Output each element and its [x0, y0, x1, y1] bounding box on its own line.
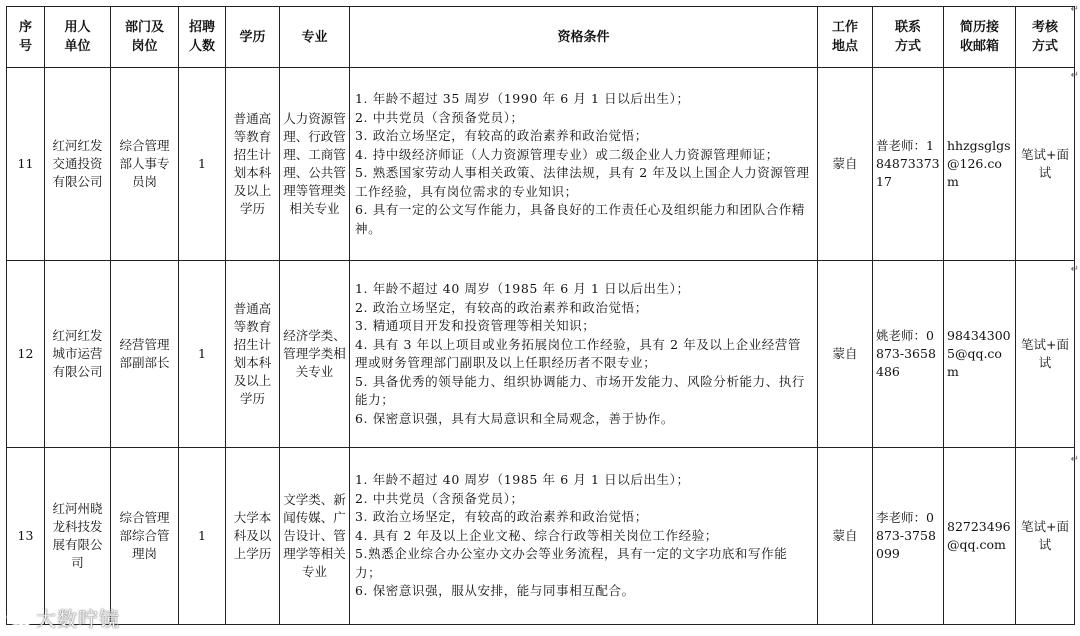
exam-cell: 笔试+面试 — [1016, 261, 1075, 448]
education-cell: 普通高等教育招生计划本科及以上学历 — [226, 68, 280, 261]
requirement-item: 3. 政治立场坚定，有较高的政治素养和政治觉悟； — [355, 509, 648, 525]
email-cell: 984343005@qq.com — [944, 261, 1016, 448]
requirement-item: 6. 具有一定的公文写作能力，具备良好的工作责任心及组织能力和团队合作精神。 — [355, 202, 806, 236]
edge-mark: ↵ — [1070, 454, 1079, 465]
header-education: 学历 — [226, 7, 280, 68]
header-email: 简历接 收邮箱 — [944, 7, 1016, 68]
email-cell: hhzgsglgs@126.com — [944, 68, 1016, 261]
requirement-item: 2. 政治立场坚定，有较高的政治素养和政治觉悟； — [355, 299, 648, 315]
seq-cell: 13 — [7, 448, 45, 625]
requirements-list — [353, 280, 814, 428]
wechat-logo-icon — [6, 608, 32, 628]
quota-cell: 1 — [179, 261, 226, 448]
header-dept: 部门及 岗位 — [111, 7, 179, 68]
edge-mark: ↵ — [1070, 264, 1079, 275]
seq-cell: 12 — [7, 261, 45, 448]
recruitment-table-sheet — [6, 6, 1074, 630]
requirement-item: 1. 年龄不超过 35 周岁（1990 年 6 月 1 日以后出生）； — [355, 91, 690, 106]
requirements-cell — [350, 448, 818, 625]
table-row — [7, 68, 1075, 261]
major-cell: 人力资源管理、行政管理、工商管理、公共管理等管理类相关专业 — [280, 68, 350, 261]
requirement-item: 4. 持中级经济师证（人力资源管理专业）或二级企业人力资源管理师证； — [355, 146, 779, 162]
header-employer: 用人 单位 — [45, 7, 111, 68]
location-cell: 蒙自 — [818, 68, 873, 261]
table-row — [7, 448, 1075, 625]
requirement-item: 5. 熟悉国家劳动人事相关政策、法律法规，具有 2 年及以上国企人力资源管理工作经验，具有岗位需求的专业知识； — [355, 165, 810, 199]
edge-mark: ↵ — [1070, 70, 1079, 81]
requirement-item: 3. 政治立场坚定，有较高的政治素养和政治觉悟； — [355, 128, 648, 143]
header-row — [7, 7, 1075, 68]
table-row — [7, 261, 1075, 448]
requirement-item: 6. 保密意识强，具有大局意识和全局观念，善于协作。 — [355, 410, 675, 426]
header-location: 工作 地点 — [818, 7, 873, 68]
requirements-cell — [350, 68, 818, 261]
requirements-list — [353, 471, 814, 601]
header-major: 专业 — [280, 7, 350, 68]
header-contact: 联系 方式 — [873, 7, 944, 68]
header-seq: 序 号 — [7, 7, 45, 68]
seq-cell: 11 — [7, 68, 45, 261]
dept-cell: 综合管理部综合管理岗 — [111, 448, 179, 625]
requirement-item: 5. 具备优秀的领导能力、组织协调能力、市场开发能力、风险分析能力、执行能力； — [355, 373, 806, 407]
contact-cell: 普老师：18487337317 — [873, 68, 944, 261]
email-cell: 82723496@qq.com — [944, 448, 1016, 625]
employer-cell: 红河州晓龙科技发展有限公司 — [45, 448, 111, 625]
requirement-item: 2. 中共党员（含预备党员）； — [355, 490, 524, 506]
dept-cell: 综合管理部人事专员岗 — [111, 68, 179, 261]
requirements-cell — [350, 261, 818, 448]
requirements-list — [353, 90, 814, 238]
exam-cell: 笔试+面试 — [1016, 68, 1075, 261]
requirement-item: 1. 年龄不超过 40 周岁（1985 年 6 月 1 日以后出生）； — [355, 281, 690, 296]
watermark-text: 大数咛镜 — [36, 607, 120, 631]
requirement-item: 2. 中共党员（含预备党员）； — [355, 109, 524, 125]
edge-mark: ↵ — [1070, 4, 1079, 15]
exam-cell: 笔试+面试 — [1016, 448, 1075, 625]
requirement-item: 6. 保密意识强，服从安排，能与同事相互配合。 — [355, 583, 635, 599]
quota-cell: 1 — [179, 448, 226, 625]
requirement-item: 1. 年龄不超过 40 周岁（1985 年 6 月 1 日以后出生）； — [355, 472, 690, 488]
location-cell: 蒙自 — [818, 448, 873, 625]
contact-cell: 李老师：0873-3758099 — [873, 448, 944, 625]
location-cell: 蒙自 — [818, 261, 873, 448]
quota-cell: 1 — [179, 68, 226, 261]
contact-cell: 姚老师：0873-3658486 — [873, 261, 944, 448]
requirement-item: 5.熟悉企业综合办公室办文办会等业务流程，具有一定的文字功底和写作能力； — [355, 546, 788, 580]
header-exam: 考核 方式 — [1016, 7, 1075, 68]
employer-cell: 红河红发交通投资有限公司 — [45, 68, 111, 261]
dept-cell: 经营管理部副部长 — [111, 261, 179, 448]
major-cell: 文学类、新闻传媒、广告设计、管理学等相关专业 — [280, 448, 350, 625]
requirement-item: 3. 精通项目开发和投资管理等相关知识； — [355, 318, 596, 333]
education-cell: 大学本科及以上学历 — [226, 448, 280, 625]
watermark — [6, 603, 120, 632]
requirement-item: 4. 具有 3 年以上项目或业务拓展岗位工作经验，具有 2 年及以上企业经营管理或财务管理部门副职及以上任职经历者不限专业； — [355, 336, 802, 370]
header-requirements: 资格条件 — [350, 7, 818, 68]
major-cell: 经济学类、管理学类相关专业 — [280, 261, 350, 448]
header-quota: 招聘 人数 — [179, 7, 226, 68]
employer-cell: 红河红发城市运营有限公司 — [45, 261, 111, 448]
education-cell: 普通高等教育招生计划本科及以上学历 — [226, 261, 280, 448]
requirement-item: 4. 具有 2 年及以上企业文秘、综合行政等相关岗位工作经验； — [355, 527, 718, 543]
recruitment-table — [6, 6, 1075, 625]
